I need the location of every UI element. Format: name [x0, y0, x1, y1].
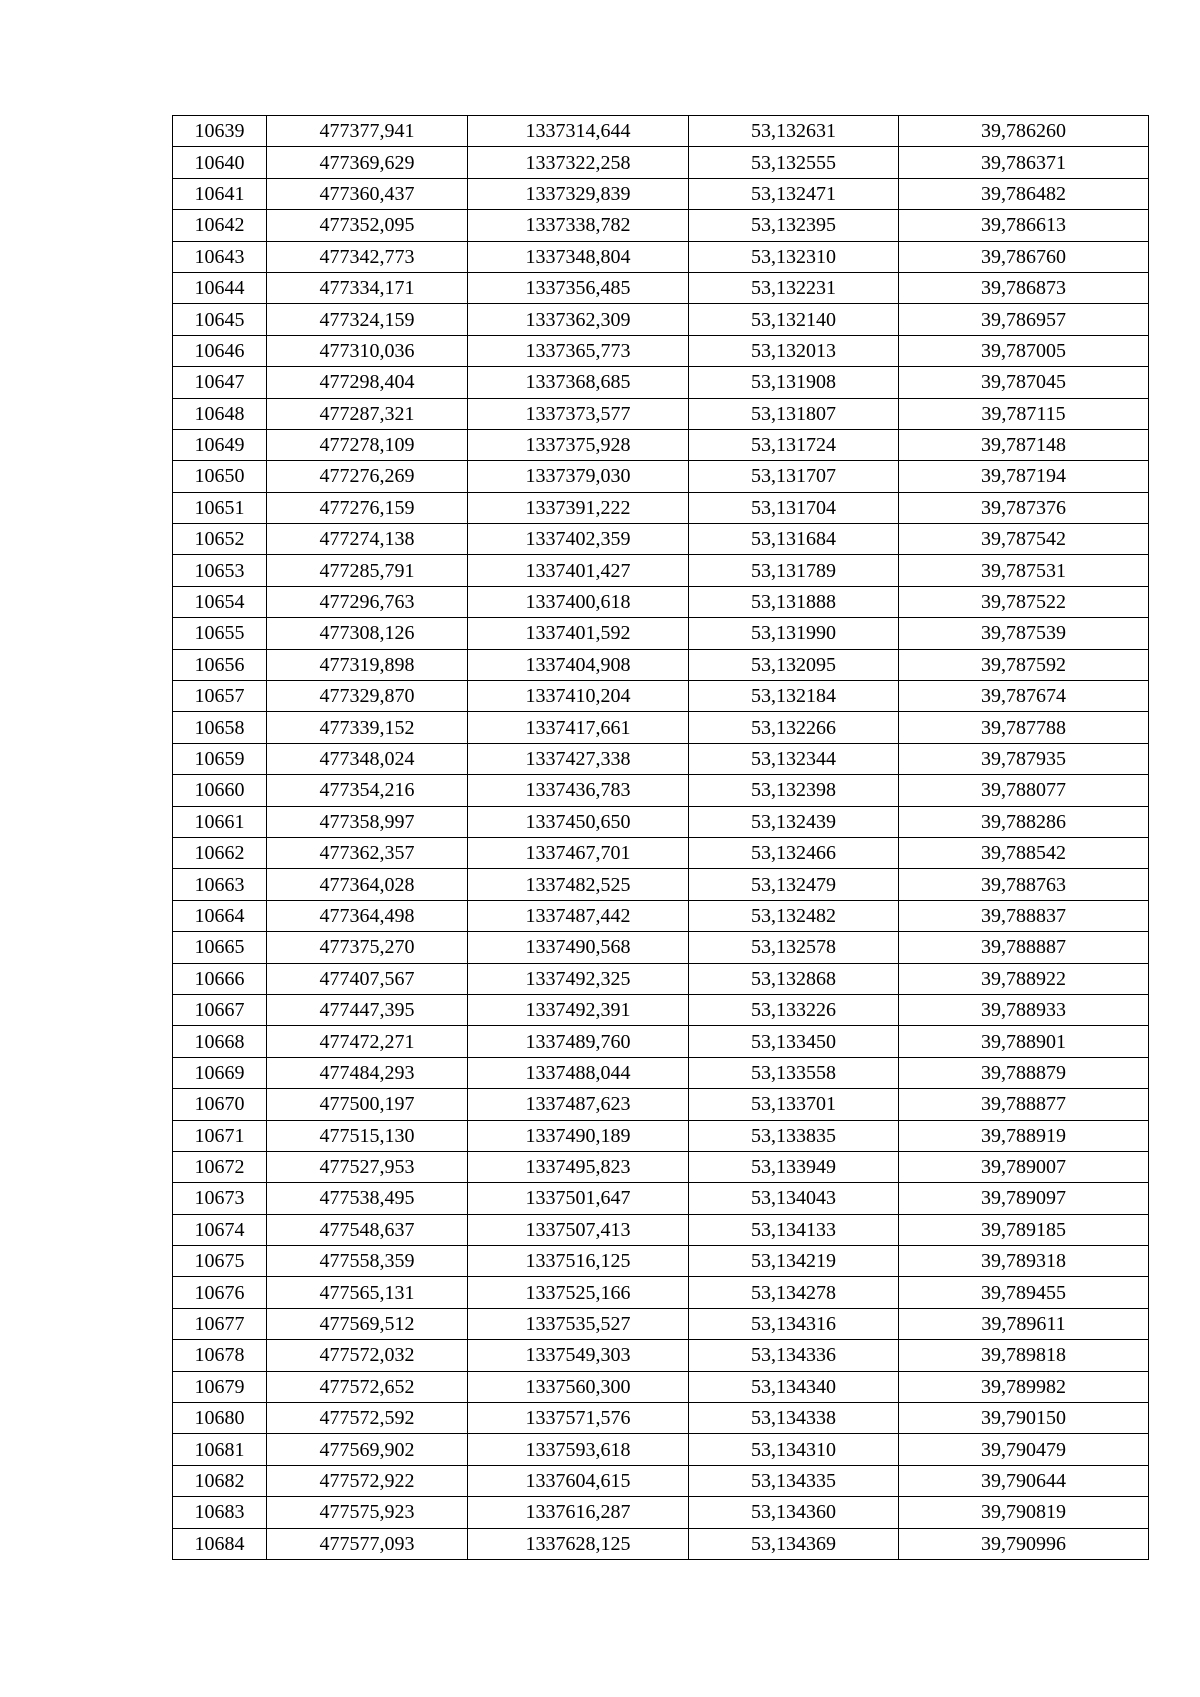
latitude-cell: 53,134133 — [689, 1214, 899, 1245]
y-coordinate-cell: 1337436,783 — [468, 775, 689, 806]
latitude-cell: 53,131908 — [689, 367, 899, 398]
table-row — [173, 1214, 1149, 1245]
x-coordinate-cell: 477274,138 — [267, 524, 468, 555]
point-number-cell: 10669 — [173, 1057, 267, 1088]
table-row — [173, 335, 1149, 366]
table-row — [173, 649, 1149, 680]
longitude-cell: 39,786957 — [899, 304, 1149, 335]
x-coordinate-cell: 477348,024 — [267, 743, 468, 774]
x-coordinate-cell: 477364,498 — [267, 900, 468, 931]
y-coordinate-cell: 1337571,576 — [468, 1403, 689, 1434]
longitude-cell: 39,788879 — [899, 1057, 1149, 1088]
latitude-cell: 53,134335 — [689, 1465, 899, 1496]
point-number-cell: 10663 — [173, 869, 267, 900]
y-coordinate-cell: 1337362,309 — [468, 304, 689, 335]
y-coordinate-cell: 1337487,623 — [468, 1089, 689, 1120]
latitude-cell: 53,134219 — [689, 1246, 899, 1277]
table-row — [173, 1528, 1149, 1559]
y-coordinate-cell: 1337391,222 — [468, 492, 689, 523]
table-row — [173, 1277, 1149, 1308]
y-coordinate-cell: 1337375,928 — [468, 429, 689, 460]
y-coordinate-cell: 1337495,823 — [468, 1151, 689, 1182]
x-coordinate-cell: 477329,870 — [267, 681, 468, 712]
latitude-cell: 53,134316 — [689, 1308, 899, 1339]
table-row — [173, 806, 1149, 837]
y-coordinate-cell: 1337489,760 — [468, 1026, 689, 1057]
x-coordinate-cell: 477577,093 — [267, 1528, 468, 1559]
y-coordinate-cell: 1337593,618 — [468, 1434, 689, 1465]
y-coordinate-cell: 1337560,300 — [468, 1371, 689, 1402]
point-number-cell: 10642 — [173, 210, 267, 241]
longitude-cell: 39,789318 — [899, 1246, 1149, 1277]
longitude-cell: 39,787592 — [899, 649, 1149, 680]
x-coordinate-cell: 477472,271 — [267, 1026, 468, 1057]
table-row — [173, 1026, 1149, 1057]
latitude-cell: 53,134278 — [689, 1277, 899, 1308]
x-coordinate-cell: 477575,923 — [267, 1497, 468, 1528]
latitude-cell: 53,132868 — [689, 963, 899, 994]
x-coordinate-cell: 477334,171 — [267, 272, 468, 303]
table-row — [173, 994, 1149, 1025]
table-row — [173, 1497, 1149, 1528]
table-row — [173, 1183, 1149, 1214]
table-row — [173, 241, 1149, 272]
x-coordinate-cell: 477515,130 — [267, 1120, 468, 1151]
y-coordinate-cell: 1337314,644 — [468, 116, 689, 147]
point-number-cell: 10651 — [173, 492, 267, 523]
latitude-cell: 53,132555 — [689, 147, 899, 178]
x-coordinate-cell: 477572,922 — [267, 1465, 468, 1496]
latitude-cell: 53,132231 — [689, 272, 899, 303]
y-coordinate-cell: 1337402,359 — [468, 524, 689, 555]
latitude-cell: 53,132095 — [689, 649, 899, 680]
point-number-cell: 10645 — [173, 304, 267, 335]
longitude-cell: 39,790996 — [899, 1528, 1149, 1559]
point-number-cell: 10649 — [173, 429, 267, 460]
y-coordinate-cell: 1337604,615 — [468, 1465, 689, 1496]
longitude-cell: 39,787935 — [899, 743, 1149, 774]
latitude-cell: 53,132439 — [689, 806, 899, 837]
x-coordinate-cell: 477287,321 — [267, 398, 468, 429]
point-number-cell: 10639 — [173, 116, 267, 147]
point-number-cell: 10678 — [173, 1340, 267, 1371]
table-row — [173, 900, 1149, 931]
point-number-cell: 10673 — [173, 1183, 267, 1214]
table-row — [173, 147, 1149, 178]
table-row — [173, 1340, 1149, 1371]
longitude-cell: 39,787674 — [899, 681, 1149, 712]
point-number-cell: 10668 — [173, 1026, 267, 1057]
latitude-cell: 53,131704 — [689, 492, 899, 523]
x-coordinate-cell: 477569,512 — [267, 1308, 468, 1339]
x-coordinate-cell: 477342,773 — [267, 241, 468, 272]
y-coordinate-cell: 1337373,577 — [468, 398, 689, 429]
longitude-cell: 39,789007 — [899, 1151, 1149, 1182]
longitude-cell: 39,788763 — [899, 869, 1149, 900]
longitude-cell: 39,786613 — [899, 210, 1149, 241]
latitude-cell: 53,134043 — [689, 1183, 899, 1214]
longitude-cell: 39,788933 — [899, 994, 1149, 1025]
y-coordinate-cell: 1337348,804 — [468, 241, 689, 272]
y-coordinate-cell: 1337401,427 — [468, 555, 689, 586]
point-number-cell: 10681 — [173, 1434, 267, 1465]
y-coordinate-cell: 1337490,568 — [468, 932, 689, 963]
table-row — [173, 429, 1149, 460]
latitude-cell: 53,132310 — [689, 241, 899, 272]
x-coordinate-cell: 477572,652 — [267, 1371, 468, 1402]
longitude-cell: 39,788286 — [899, 806, 1149, 837]
point-number-cell: 10659 — [173, 743, 267, 774]
point-number-cell: 10674 — [173, 1214, 267, 1245]
latitude-cell: 53,131888 — [689, 586, 899, 617]
longitude-cell: 39,788922 — [899, 963, 1149, 994]
table-row — [173, 492, 1149, 523]
latitude-cell: 53,133835 — [689, 1120, 899, 1151]
longitude-cell: 39,789185 — [899, 1214, 1149, 1245]
longitude-cell: 39,787788 — [899, 712, 1149, 743]
y-coordinate-cell: 1337410,204 — [468, 681, 689, 712]
x-coordinate-cell: 477296,763 — [267, 586, 468, 617]
latitude-cell: 53,134310 — [689, 1434, 899, 1465]
latitude-cell: 53,133558 — [689, 1057, 899, 1088]
latitude-cell: 53,133450 — [689, 1026, 899, 1057]
longitude-cell: 39,787542 — [899, 524, 1149, 555]
longitude-cell: 39,788837 — [899, 900, 1149, 931]
x-coordinate-cell: 477276,269 — [267, 461, 468, 492]
table-row — [173, 1434, 1149, 1465]
longitude-cell: 39,787522 — [899, 586, 1149, 617]
y-coordinate-cell: 1337338,782 — [468, 210, 689, 241]
longitude-cell: 39,788919 — [899, 1120, 1149, 1151]
longitude-cell: 39,787148 — [899, 429, 1149, 460]
longitude-cell: 39,789097 — [899, 1183, 1149, 1214]
longitude-cell: 39,787115 — [899, 398, 1149, 429]
x-coordinate-cell: 477298,404 — [267, 367, 468, 398]
longitude-cell: 39,788077 — [899, 775, 1149, 806]
y-coordinate-cell: 1337535,527 — [468, 1308, 689, 1339]
latitude-cell: 53,134369 — [689, 1528, 899, 1559]
point-number-cell: 10656 — [173, 649, 267, 680]
latitude-cell: 53,131990 — [689, 618, 899, 649]
latitude-cell: 53,132466 — [689, 837, 899, 868]
y-coordinate-cell: 1337616,287 — [468, 1497, 689, 1528]
table-row — [173, 461, 1149, 492]
x-coordinate-cell: 477354,216 — [267, 775, 468, 806]
point-number-cell: 10683 — [173, 1497, 267, 1528]
coordinates-table-body — [173, 116, 1149, 1560]
table-row — [173, 1465, 1149, 1496]
table-row — [173, 1057, 1149, 1088]
table-row — [173, 1120, 1149, 1151]
x-coordinate-cell: 477319,898 — [267, 649, 468, 680]
point-number-cell: 10647 — [173, 367, 267, 398]
longitude-cell: 39,786371 — [899, 147, 1149, 178]
latitude-cell: 53,133949 — [689, 1151, 899, 1182]
table-row — [173, 1246, 1149, 1277]
longitude-cell: 39,786482 — [899, 178, 1149, 209]
longitude-cell: 39,787005 — [899, 335, 1149, 366]
y-coordinate-cell: 1337507,413 — [468, 1214, 689, 1245]
y-coordinate-cell: 1337401,592 — [468, 618, 689, 649]
latitude-cell: 53,131789 — [689, 555, 899, 586]
point-number-cell: 10644 — [173, 272, 267, 303]
x-coordinate-cell: 477285,791 — [267, 555, 468, 586]
point-number-cell: 10670 — [173, 1089, 267, 1120]
table-row — [173, 555, 1149, 586]
x-coordinate-cell: 477352,095 — [267, 210, 468, 241]
table-row — [173, 1371, 1149, 1402]
table-row — [173, 1308, 1149, 1339]
y-coordinate-cell: 1337490,189 — [468, 1120, 689, 1151]
x-coordinate-cell: 477369,629 — [267, 147, 468, 178]
longitude-cell: 39,788877 — [899, 1089, 1149, 1120]
x-coordinate-cell: 477377,941 — [267, 116, 468, 147]
x-coordinate-cell: 477407,567 — [267, 963, 468, 994]
latitude-cell: 53,132471 — [689, 178, 899, 209]
y-coordinate-cell: 1337516,125 — [468, 1246, 689, 1277]
table-row — [173, 837, 1149, 868]
longitude-cell: 39,787376 — [899, 492, 1149, 523]
longitude-cell: 39,789818 — [899, 1340, 1149, 1371]
longitude-cell: 39,790819 — [899, 1497, 1149, 1528]
longitude-cell: 39,788901 — [899, 1026, 1149, 1057]
longitude-cell: 39,790479 — [899, 1434, 1149, 1465]
point-number-cell: 10672 — [173, 1151, 267, 1182]
y-coordinate-cell: 1337417,661 — [468, 712, 689, 743]
table-row — [173, 1151, 1149, 1182]
table-row — [173, 524, 1149, 555]
longitude-cell: 39,787531 — [899, 555, 1149, 586]
point-number-cell: 10658 — [173, 712, 267, 743]
latitude-cell: 53,134360 — [689, 1497, 899, 1528]
latitude-cell: 53,132398 — [689, 775, 899, 806]
table-row — [173, 367, 1149, 398]
latitude-cell: 53,132140 — [689, 304, 899, 335]
latitude-cell: 53,132479 — [689, 869, 899, 900]
table-row — [173, 586, 1149, 617]
x-coordinate-cell: 477572,592 — [267, 1403, 468, 1434]
point-number-cell: 10667 — [173, 994, 267, 1025]
latitude-cell: 53,132013 — [689, 335, 899, 366]
x-coordinate-cell: 477565,131 — [267, 1277, 468, 1308]
y-coordinate-cell: 1337549,303 — [468, 1340, 689, 1371]
x-coordinate-cell: 477362,357 — [267, 837, 468, 868]
coordinates-table — [172, 115, 1149, 1560]
y-coordinate-cell: 1337329,839 — [468, 178, 689, 209]
point-number-cell: 10654 — [173, 586, 267, 617]
x-coordinate-cell: 477569,902 — [267, 1434, 468, 1465]
latitude-cell: 53,132344 — [689, 743, 899, 774]
point-number-cell: 10665 — [173, 932, 267, 963]
point-number-cell: 10682 — [173, 1465, 267, 1496]
table-row — [173, 743, 1149, 774]
x-coordinate-cell: 477558,359 — [267, 1246, 468, 1277]
x-coordinate-cell: 477572,032 — [267, 1340, 468, 1371]
y-coordinate-cell: 1337368,685 — [468, 367, 689, 398]
table-row — [173, 398, 1149, 429]
latitude-cell: 53,131724 — [689, 429, 899, 460]
point-number-cell: 10675 — [173, 1246, 267, 1277]
table-row — [173, 712, 1149, 743]
y-coordinate-cell: 1337467,701 — [468, 837, 689, 868]
table-row — [173, 210, 1149, 241]
y-coordinate-cell: 1337379,030 — [468, 461, 689, 492]
latitude-cell: 53,132266 — [689, 712, 899, 743]
x-coordinate-cell: 477538,495 — [267, 1183, 468, 1214]
latitude-cell: 53,134336 — [689, 1340, 899, 1371]
point-number-cell: 10679 — [173, 1371, 267, 1402]
table-row — [173, 1089, 1149, 1120]
x-coordinate-cell: 477364,028 — [267, 869, 468, 900]
latitude-cell: 53,132482 — [689, 900, 899, 931]
x-coordinate-cell: 477339,152 — [267, 712, 468, 743]
point-number-cell: 10655 — [173, 618, 267, 649]
latitude-cell: 53,132631 — [689, 116, 899, 147]
y-coordinate-cell: 1337400,618 — [468, 586, 689, 617]
latitude-cell: 53,132578 — [689, 932, 899, 963]
latitude-cell: 53,133226 — [689, 994, 899, 1025]
latitude-cell: 53,134338 — [689, 1403, 899, 1434]
longitude-cell: 39,789611 — [899, 1308, 1149, 1339]
y-coordinate-cell: 1337492,325 — [468, 963, 689, 994]
longitude-cell: 39,787539 — [899, 618, 1149, 649]
point-number-cell: 10664 — [173, 900, 267, 931]
latitude-cell: 53,132395 — [689, 210, 899, 241]
y-coordinate-cell: 1337427,338 — [468, 743, 689, 774]
x-coordinate-cell: 477484,293 — [267, 1057, 468, 1088]
point-number-cell: 10646 — [173, 335, 267, 366]
longitude-cell: 39,788887 — [899, 932, 1149, 963]
y-coordinate-cell: 1337322,258 — [468, 147, 689, 178]
table-row — [173, 116, 1149, 147]
longitude-cell: 39,786873 — [899, 272, 1149, 303]
point-number-cell: 10652 — [173, 524, 267, 555]
x-coordinate-cell: 477276,159 — [267, 492, 468, 523]
longitude-cell: 39,788542 — [899, 837, 1149, 868]
point-number-cell: 10641 — [173, 178, 267, 209]
point-number-cell: 10653 — [173, 555, 267, 586]
latitude-cell: 53,133701 — [689, 1089, 899, 1120]
y-coordinate-cell: 1337501,647 — [468, 1183, 689, 1214]
x-coordinate-cell: 477527,953 — [267, 1151, 468, 1182]
latitude-cell: 53,132184 — [689, 681, 899, 712]
point-number-cell: 10680 — [173, 1403, 267, 1434]
point-number-cell: 10671 — [173, 1120, 267, 1151]
table-row — [173, 869, 1149, 900]
point-number-cell: 10677 — [173, 1308, 267, 1339]
y-coordinate-cell: 1337450,650 — [468, 806, 689, 837]
longitude-cell: 39,786760 — [899, 241, 1149, 272]
point-number-cell: 10648 — [173, 398, 267, 429]
y-coordinate-cell: 1337365,773 — [468, 335, 689, 366]
point-number-cell: 10660 — [173, 775, 267, 806]
table-row — [173, 272, 1149, 303]
x-coordinate-cell: 477308,126 — [267, 618, 468, 649]
y-coordinate-cell: 1337492,391 — [468, 994, 689, 1025]
table-row — [173, 932, 1149, 963]
point-number-cell: 10661 — [173, 806, 267, 837]
y-coordinate-cell: 1337488,044 — [468, 1057, 689, 1088]
table-row — [173, 775, 1149, 806]
y-coordinate-cell: 1337356,485 — [468, 272, 689, 303]
latitude-cell: 53,131707 — [689, 461, 899, 492]
point-number-cell: 10640 — [173, 147, 267, 178]
table-row — [173, 618, 1149, 649]
y-coordinate-cell: 1337482,525 — [468, 869, 689, 900]
x-coordinate-cell: 477358,997 — [267, 806, 468, 837]
table-row — [173, 681, 1149, 712]
table-row — [173, 963, 1149, 994]
x-coordinate-cell: 477278,109 — [267, 429, 468, 460]
y-coordinate-cell: 1337525,166 — [468, 1277, 689, 1308]
point-number-cell: 10666 — [173, 963, 267, 994]
longitude-cell: 39,786260 — [899, 116, 1149, 147]
x-coordinate-cell: 477324,159 — [267, 304, 468, 335]
x-coordinate-cell: 477360,437 — [267, 178, 468, 209]
x-coordinate-cell: 477500,197 — [267, 1089, 468, 1120]
longitude-cell: 39,790644 — [899, 1465, 1149, 1496]
longitude-cell: 39,787045 — [899, 367, 1149, 398]
y-coordinate-cell: 1337487,442 — [468, 900, 689, 931]
x-coordinate-cell: 477375,270 — [267, 932, 468, 963]
longitude-cell: 39,790150 — [899, 1403, 1149, 1434]
table-row — [173, 178, 1149, 209]
point-number-cell: 10643 — [173, 241, 267, 272]
point-number-cell: 10657 — [173, 681, 267, 712]
x-coordinate-cell: 477447,395 — [267, 994, 468, 1025]
table-row — [173, 1403, 1149, 1434]
latitude-cell: 53,131807 — [689, 398, 899, 429]
point-number-cell: 10684 — [173, 1528, 267, 1559]
y-coordinate-cell: 1337628,125 — [468, 1528, 689, 1559]
point-number-cell: 10662 — [173, 837, 267, 868]
longitude-cell: 39,789982 — [899, 1371, 1149, 1402]
point-number-cell: 10676 — [173, 1277, 267, 1308]
point-number-cell: 10650 — [173, 461, 267, 492]
table-row — [173, 304, 1149, 335]
x-coordinate-cell: 477310,036 — [267, 335, 468, 366]
longitude-cell: 39,787194 — [899, 461, 1149, 492]
latitude-cell: 53,134340 — [689, 1371, 899, 1402]
y-coordinate-cell: 1337404,908 — [468, 649, 689, 680]
longitude-cell: 39,789455 — [899, 1277, 1149, 1308]
x-coordinate-cell: 477548,637 — [267, 1214, 468, 1245]
latitude-cell: 53,131684 — [689, 524, 899, 555]
